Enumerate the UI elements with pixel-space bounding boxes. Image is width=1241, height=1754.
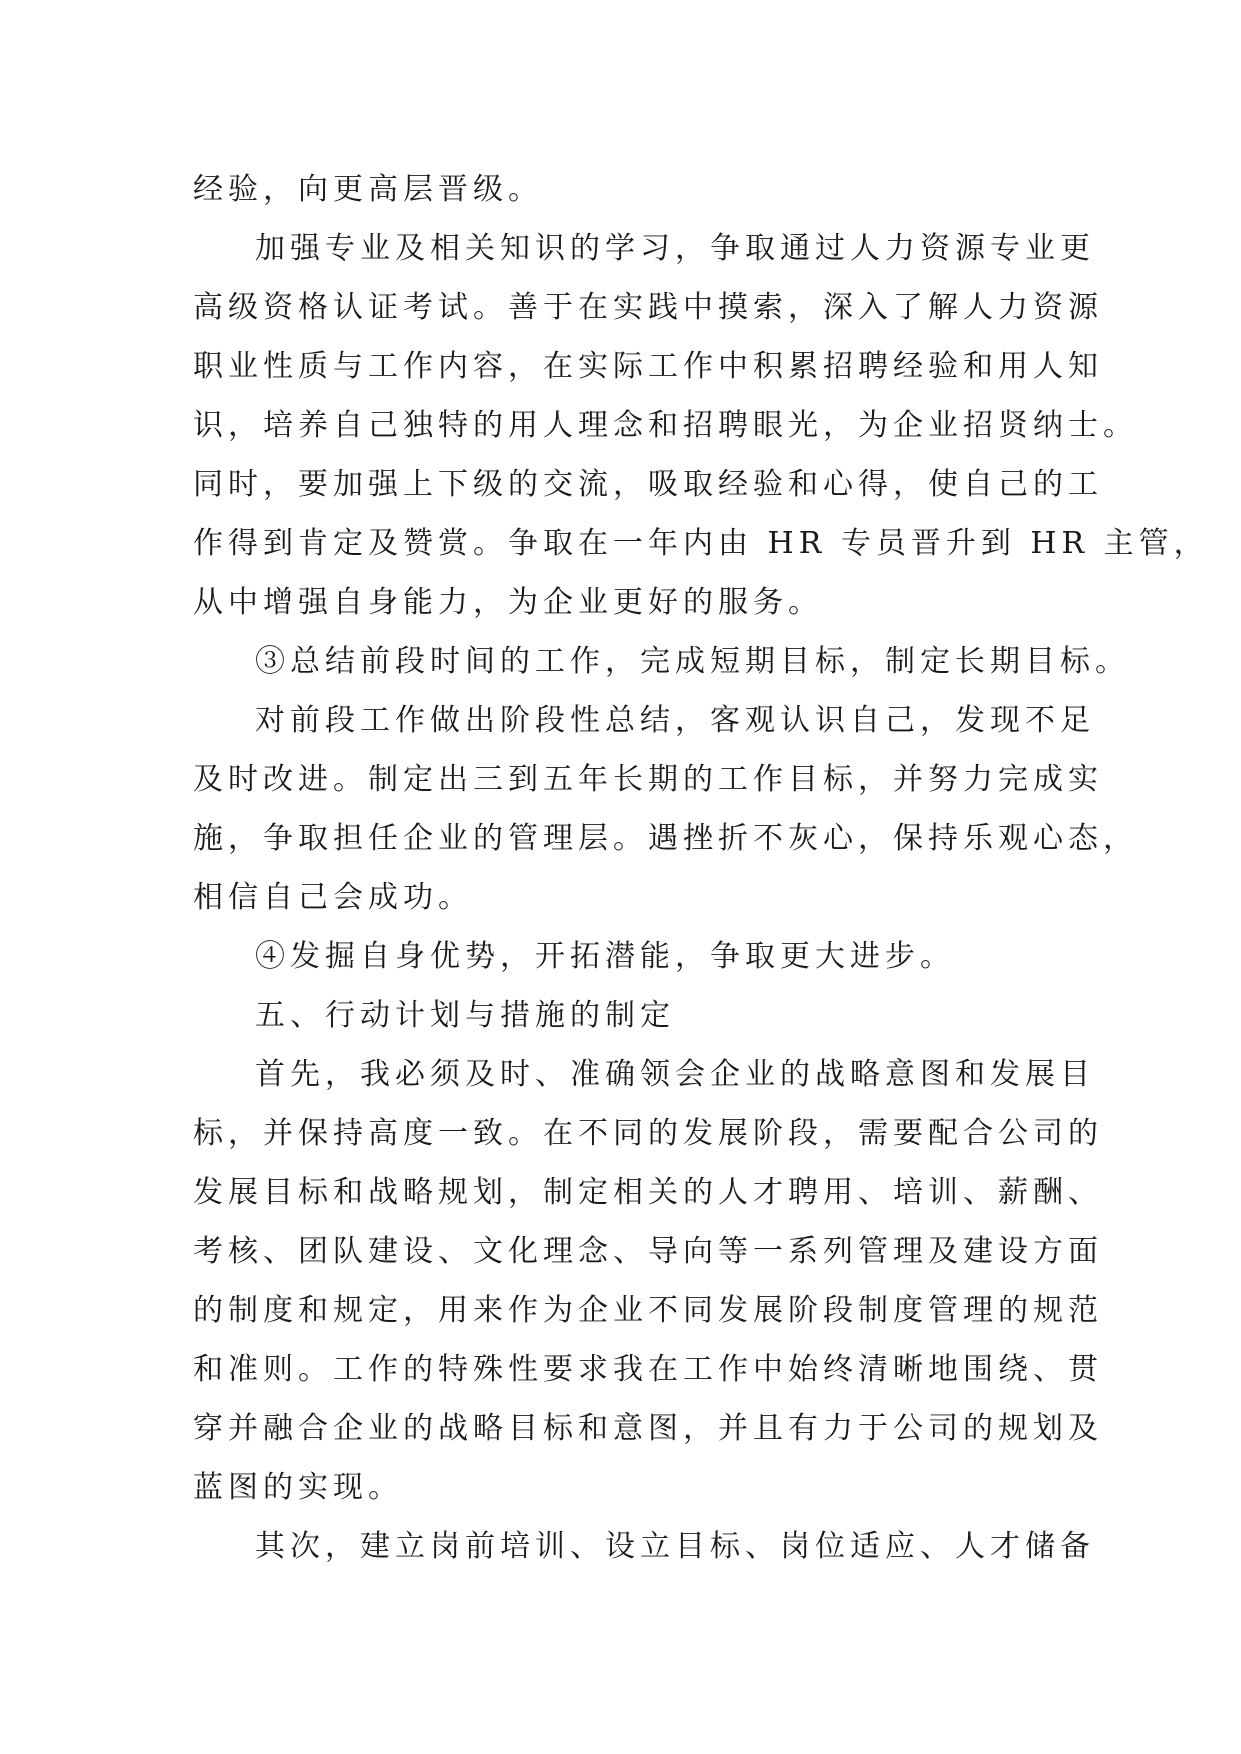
text-line: 穿并融合企业的战略目标和意图，并且有力于公司的规划及 — [193, 1411, 1103, 1446]
text-line: 相信自己会成功。 — [193, 880, 473, 915]
text-line: 识，培养自己独特的用人理念和招聘眼光，为企业招贤纳士。 — [193, 408, 1138, 443]
text-line: ③总结前段时间的工作，完成短期目标，制定长期目标。 — [255, 644, 1130, 679]
text-line: 对前段工作做出阶段性总结，客观认识自己，发现不足 — [255, 703, 1095, 738]
text-line: ④发掘自身优势，开拓潜能，争取更大进步。 — [255, 939, 955, 974]
text-line: 其次，建立岗前培训、设立目标、岗位适应、人才储备 — [255, 1529, 1095, 1564]
text-line: 的制度和规定，用来作为企业不同发展阶段制度管理的规范 — [193, 1293, 1103, 1328]
text-line: 考核、团队建设、文化理念、导向等一系列管理及建设方面 — [193, 1234, 1103, 1269]
text-line: 职业性质与工作内容，在实际工作中积累招聘经验和用人知 — [193, 349, 1103, 384]
text-line: 加强专业及相关知识的学习，争取通过人力资源专业更 — [255, 231, 1095, 266]
document-body — [193, 160, 1209, 1576]
text-line: 及时改进。制定出三到五年长期的工作目标，并努力完成实 — [193, 762, 1103, 797]
text-line: 首先，我必须及时、准确领会企业的战略意图和发展目 — [255, 1057, 1095, 1092]
text-line: 标，并保持高度一致。在不同的发展阶段，需要配合公司的 — [193, 1116, 1103, 1151]
text-line: 作得到肯定及赞赏。争取在一年内由 HR 专员晋升到 HR 主管， — [193, 526, 1209, 561]
text-line: 经验，向更高层晋级。 — [193, 172, 543, 207]
text-line: 蓝图的实现。 — [193, 1470, 403, 1505]
text-line: 高级资格认证考试。善于在实践中摸索，深入了解人力资源 — [193, 290, 1103, 325]
text-line: 同时，要加强上下级的交流，吸取经验和心得，使自己的工 — [193, 467, 1103, 502]
section-heading: 五、行动计划与措施的制定 — [255, 998, 675, 1033]
text-line: 施，争取担任企业的管理层。遇挫折不灰心，保持乐观心态， — [193, 821, 1138, 856]
text-line: 发展目标和战略规划，制定相关的人才聘用、培训、薪酬、 — [193, 1175, 1103, 1210]
text-line: 从中增强自身能力，为企业更好的服务。 — [193, 585, 823, 620]
text-line: 和准则。工作的特殊性要求我在工作中始终清晰地围绕、贯 — [193, 1352, 1103, 1387]
